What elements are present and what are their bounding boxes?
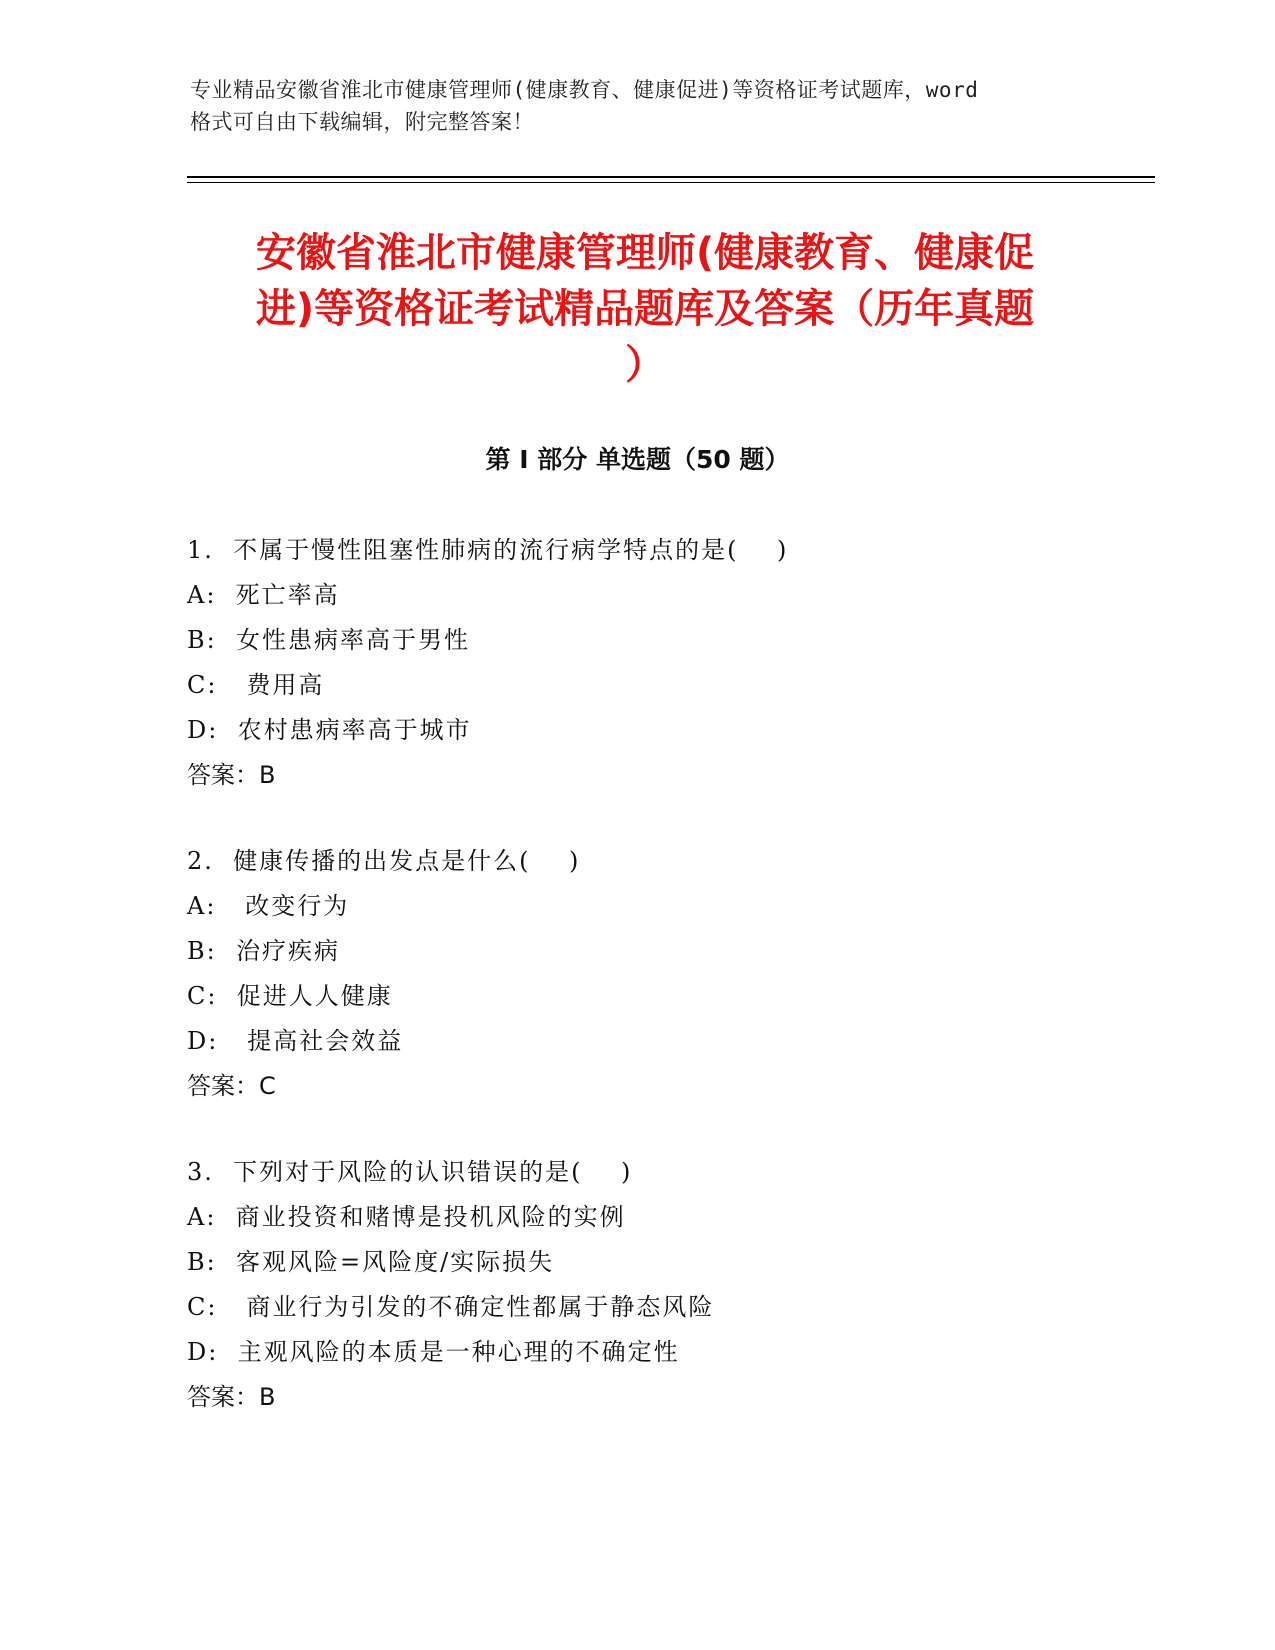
question-list [187,528,1147,1461]
header-note [190,74,1090,138]
option-b: B: 女性患病率高于男性 [187,626,470,654]
option-a: A: 商业投资和赌博是投机风险的实例 [187,1203,626,1231]
header-note-line-1: 专业精品安徽省淮北市健康管理师(健康教育、健康促进)等资格证考试题库，word [190,78,979,102]
question-stem: 2. 健康传播的出发点是什么( ) [187,847,581,875]
question-item [187,839,1147,1109]
header-note-line-2: 格式可自由下载编辑，附完整答案！ [190,110,534,134]
document-title-line-2: 进)等资格证考试精品题库及答案（历年真题 [255,286,1035,332]
answer-text: 答案：B [187,1383,276,1411]
answer-text: 答案：C [187,1072,276,1100]
question-stem: 1. 不属于慢性阻塞性肺病的流行病学特点的是( ) [187,536,789,564]
option-c: C: 促进人人健康 [187,982,393,1010]
option-c: C: 费用高 [187,671,325,699]
header-divider-thin [187,182,1155,183]
option-b: B: 治疗疾病 [187,937,340,965]
option-a: A: 死亡率高 [187,581,340,609]
question-item [187,528,1147,798]
question-stem: 3. 下列对于风险的认识错误的是( ) [187,1158,633,1186]
option-c: C: 商业行为引发的不确定性都属于静态风险 [187,1293,715,1321]
option-d: D: 主观风险的本质是一种心理的不确定性 [187,1338,680,1366]
option-d: D: 农村患病率高于城市 [187,716,472,744]
answer-text: 答案：B [187,761,276,789]
question-item [187,1150,1147,1420]
document-title-line-3: ） [625,342,665,388]
header-divider-thick [187,176,1155,178]
document-title [185,225,1105,393]
option-a: A: 改变行为 [187,892,350,920]
option-d: D: 提高社会效益 [187,1027,404,1055]
option-b: B: 客观风险=风险度/实际损失 [187,1248,555,1276]
section-heading: 第 I 部分 单选题（50 题） [485,445,790,474]
document-title-line-1: 安徽省淮北市健康管理师(健康教育、健康促 [255,230,1035,276]
